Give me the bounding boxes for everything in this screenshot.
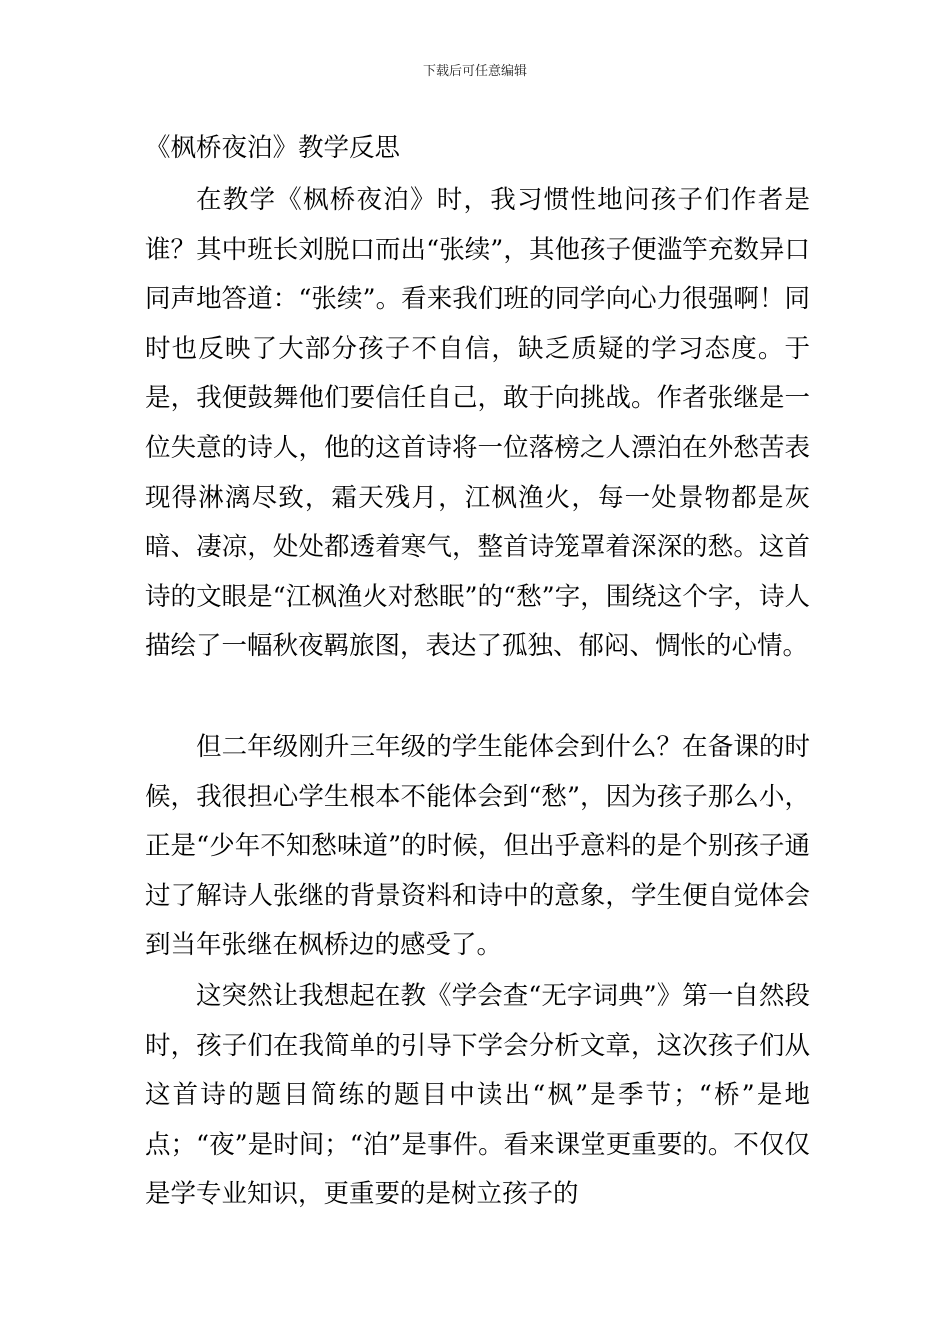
paragraph-1: 在教学《枫桥夜泊》时，我习惯性地问孩子们作者是谁？其中班长刘脱口而出“张续”，其他孩子便滥竽充数异口同声地答道：“张续”。看来我们班的同学向心力很强啊！同时也反映了大部分孩子不自信，缺乏质疑的学习态度。于是，我便鼓舞他们要信任自己，敢于向挑战。作者张继是一位失意的诗人，他的这首诗将一位落榜之人漂泊在外愁苦表现得淋漓尽致，霜天残月，江枫渔火，每一处景物都是灰暗、凄凉，处处都透着寒气，整首诗笼罩着深深的愁。这首诗的文眼是“江枫渔火对愁眠”的“愁”字，围绕这个字，诗人描绘了一幅秋夜羁旅图，表达了孤独、郁闷、惆怅的心情。 [145, 185, 810, 662]
paragraph-3: 这突然让我想起在教《学会查“无字词典”》第一自然段时，孩子们在我简单的引导下学会分析文章，这次孩子们从这首诗的题目简练的题目中读出“枫”是季节；“桥”是地点；“夜”是时间；“泊”是事件。看来课堂更重要的。不仅仅是学专业知识，更重要的是树立孩子的 [145, 981, 810, 1210]
document-title: 《枫桥夜泊》教学反思 [145, 133, 401, 163]
page-header-note: 下载后可任意编辑 [422, 64, 527, 79]
paragraph-2: 但二年级刚升三年级的学生能体会到什么？在备课的时候，我很担心学生根本不能体会到“愁”，因为孩子那么小，正是“少年不知愁味道”的时候，但出乎意料的是个别孩子通过了解诗人张继的背景资料和诗中的意象，学生便自觉体会到当年张继在枫桥边的感受了。 [145, 732, 810, 961]
